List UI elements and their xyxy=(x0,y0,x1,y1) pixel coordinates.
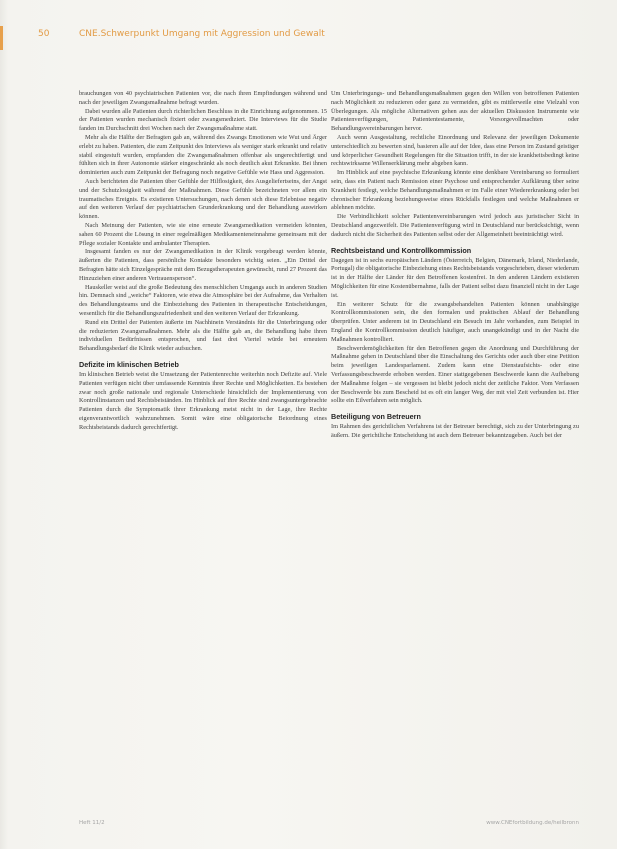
page-header xyxy=(0,26,617,46)
paragraph: Um Unterbringungs- und Behandlungsmaßnahmen gegen den Willen von betroffenen Patienten nach Möglichkeit zu reduzieren oder ganz zu vermeiden, gibt es mittlerweile eine Vielzahl von Überlegungen. Als mögliche Alternativen gehen aus der aktuellen Diskussion Instrumente wie Patientenverfügungen, Patiententestamente, Vorsorgevollmachten oder Behandlungsvereinbarungen hervor. xyxy=(331,90,579,133)
page-footer xyxy=(0,820,617,834)
paragraph: Mehr als die Hälfte der Befragten gab an, während des Zwangs Emotionen wie Wut und Ärger erlebt zu haben. Patienten, die zum Zeitpunkt des Interviews als weniger stark erkrankt und relativ stabil eingestuft wurden, empfanden die Zwangsmaßnahmen offenbar als ungerechtfertigt und fühlten sich in ihrer Autonomie stärker eingeschränkt als noch deutlich akut Erkrankte. Bei ihnen dominierten auch zum Zeitpunkt der Befragung noch negative Gefühle wie Hass und Aggression. xyxy=(79,133,327,177)
section-heading: Defizite im klinischen Betrieb xyxy=(79,359,179,369)
paragraph: Im Rahmen des gerichtlichen Verfahrens ist der Betreuer berechtigt, sich zu der Unterbringung zu äußern. Die gerichtliche Entscheidung ist auch dem Betreuer bekanntzugeben. Auch bei der xyxy=(331,423,579,439)
paragraph: Dabei wurden alle Patienten durch richterlichen Beschluss in die Einrichtung aufgenommen. 15 der Patienten wurden mechanisch fixiert oder zwangsmediziert. Die Interviews für die Studie fanden im Durchschnitt drei Wochen nach der Zwangsmaßnahme statt. xyxy=(79,107,327,133)
page-number: 50 xyxy=(38,29,50,39)
paragraph: Dagegen ist in sechs europäischen Ländern (Österreich, Belgien, Dänemark, Irland, Niederlande, Portugal) die obligatorische Einbeziehung eines Rechtsbeistands vorgeschrieben, dieser wiederum ist in der Hälfte der Länder für den Betroffenen kostenfrei. In den anderen Ländern existieren Möglichkeiten für eine Kostenübernahme, falls der Patient selbst dazu finanziell nicht in der Lage ist. xyxy=(331,256,579,299)
paragraph: Insgesamt fanden es nur der Zwangsmedikation in der Klinik vorgebeugt werden könnte, äußerten die Patienten, dass persönliche Kontakte besonders wichtig seien. „Ein Drittel der Befragten hätte sich Einzelgespräche mit dem Bezugstherapeuten gewünscht, rund 27 Prozent das Hinzuziehen einer anderen Vertrauensperson“. xyxy=(79,248,327,282)
paragraph: Im klinischen Betrieb weist die Umsetzung der Patientenrechte weiterhin noch Defizite auf. Viele Patienten verfügen nicht über umfassende Kenntnis ihrer Rechte und Möglichkeiten. Es bestehen zwar noch große nationale und regionale Unterschiede hinsichtlich der Implementierung von Kontrollinstanzen und Rechtsbeiständen. Im Hinblick auf ihre Rechte sind zwangsuntergebrachte Patienten durch die Symptomatik ihrer Erkrankung meist nicht in der Lage, ihre Rechte eigenverantwortlich wahrzunehmen. Somit wäre eine obligatorische Beiordnung eines Rechtsbeistands dadurch gerechtfertigt. xyxy=(79,370,327,431)
paragraph: Nach Meinung der Patienten, wie sie eine erneute Zwangsmedikation vermeiden könnten, sahen 60 Prozent die Lösung in einer regelmäßigen Medikamenteneinnahme gemeinsam mit der Pflege sozialer Kontakte und ambulanter Therapien. xyxy=(79,221,327,247)
paragraph: Ein weiterer Schutz für die zwangsbehandelten Patienten können unabhängige Kontrollkommissionen sein, die den formalen und praktischen Ablauf der Behandlung überprüfen. Unter anderem ist in Deutschland ein Besuch im Jahr vorhanden, zum Beispiel in England die Kontrollkommission deutlich häufiger, auch unangekündigt und in der Nacht die Maßnahmen kontrolliert. xyxy=(331,300,579,343)
footer-issue: Heft 11/2 xyxy=(79,820,105,826)
left-column xyxy=(79,90,327,432)
footer-website: www.CNEfortbildung.de/heilbronn xyxy=(486,820,579,826)
paragraph: Auch berichteten die Patienten über Gefühle der Hilflosigkeit, des Ausgeliefertseins, der Angst und der Schutzlosigkeit während der Maßnahmen. Diese Gefühle bezeichneten vor allem ein traumatisches Ereignis. Es existieren Untersuchungen, nach denen sich diese Erlebnisse negativ auf den weiteren Verlauf der psychiatrischen Grunderkrankung und der Behandlung auswirken können. xyxy=(79,177,327,221)
running-title: CNE.Schwerpunkt Umgang mit Aggression und Gewalt xyxy=(79,29,325,39)
paragraph: Rund ein Drittel der Patienten äußerte im Nachhinein Verständnis für die Unterbringung oder die reduzierten Zwangsmaßnahmen. Mehr als die Hälfte gab an, die Behandlung habe ihren individuellen Bedürfnissen entsprochen, und fast drei Viertel würde bei erneutem Behandlungsbedarf die Klinik wieder aufsuchen. xyxy=(79,318,327,353)
paragraph: brauchungen von 40 psychiatrischen Patienten vor, die nach ihren Empfindungen während und nach der jeweiligen Zwangsmaßnahme befragt wurden. xyxy=(79,90,327,106)
section-heading: Beteiligung von Betreuern xyxy=(331,412,421,422)
paragraph: Hauskeller weist auf die große Bedeutung des menschlichen Umgangs auch in anderen Studien hin. Demnach sind „weiche“ Faktoren, wie etwa die Atmosphäre bei der Aufnahme, das Verhalten des Behandlungsteams und die Einbeziehung des Patienten in therapeutische Entscheidungen, wesentlich für die Behandlungszufriedenheit und den weiteren Verlauf der Erkrankung. xyxy=(79,283,327,317)
paragraph: Im Hinblick auf eine psychische Erkrankung könnte eine denkbare Vereinbarung so formuliert sein, dass ein Patient nach Remission einer Psychose und entsprechender Aufklärung über seine Krankheit festlegt, welche Behandlungsmaßnahmen er im Falle einer Wiedererkrankung oder bei chronischer Erkrankung beziehungsweise eines Rückfalls festlegen und welche Maßnahmen er ablehnen möchte. xyxy=(331,169,579,212)
paragraph: Beschwerdemöglichkeiten für den Betroffenen gegen die Anordnung und Durchführung der Maßnahme gehen in Deutschland über die Einschaltung des Gerichts oder auch über eine Petition beim jeweiligen Landesparlament. Zudem kann eine Dienstaufsichts- oder eine Verfassungsbeschwerde erhoben werden. Einer stattgegebenen Beschwerde kann die Aufhebung der Maßnahme folgen – sie vergessen ist bleibt jedoch nicht der zeitliche Faktor. Vom Verfassen der Beschwerde bis zum Bescheid ist es oft ein langer Weg, der mit viel Zeit verbunden ist. Hier sollte ein Eilverfahren sein möglich. xyxy=(331,344,579,405)
paragraph: Auch wenn Ausgestaltung, rechtliche Einordnung und Relevanz der jeweiligen Dokumente unterschiedlich zu bewerten sind, basieren alle auf der Idee, dass eine Person im Zustand geistiger und körperlicher Gesundheit Regelungen für die Situation trifft, in der sie krankheitsbedingt keine rechtswirksame Willenserklärung mehr abgeben kann. xyxy=(331,133,579,168)
header-accent-bar xyxy=(0,26,3,50)
section-heading: Rechtsbeistand und Kontrollkommission xyxy=(331,245,472,255)
right-column xyxy=(331,90,579,441)
paragraph: Die Verbindlichkeit solcher Patientenvereinbarungen wird jedoch aus juristischer Sicht in Deutschland angezweifelt. Die Patientenverfügung wird in Deutschland nur berücksichtigt, wenn dadurch nicht die Sicherheit des Patienten selbst oder der Allgemeinheit beeinträchtigt wird. xyxy=(331,213,579,238)
